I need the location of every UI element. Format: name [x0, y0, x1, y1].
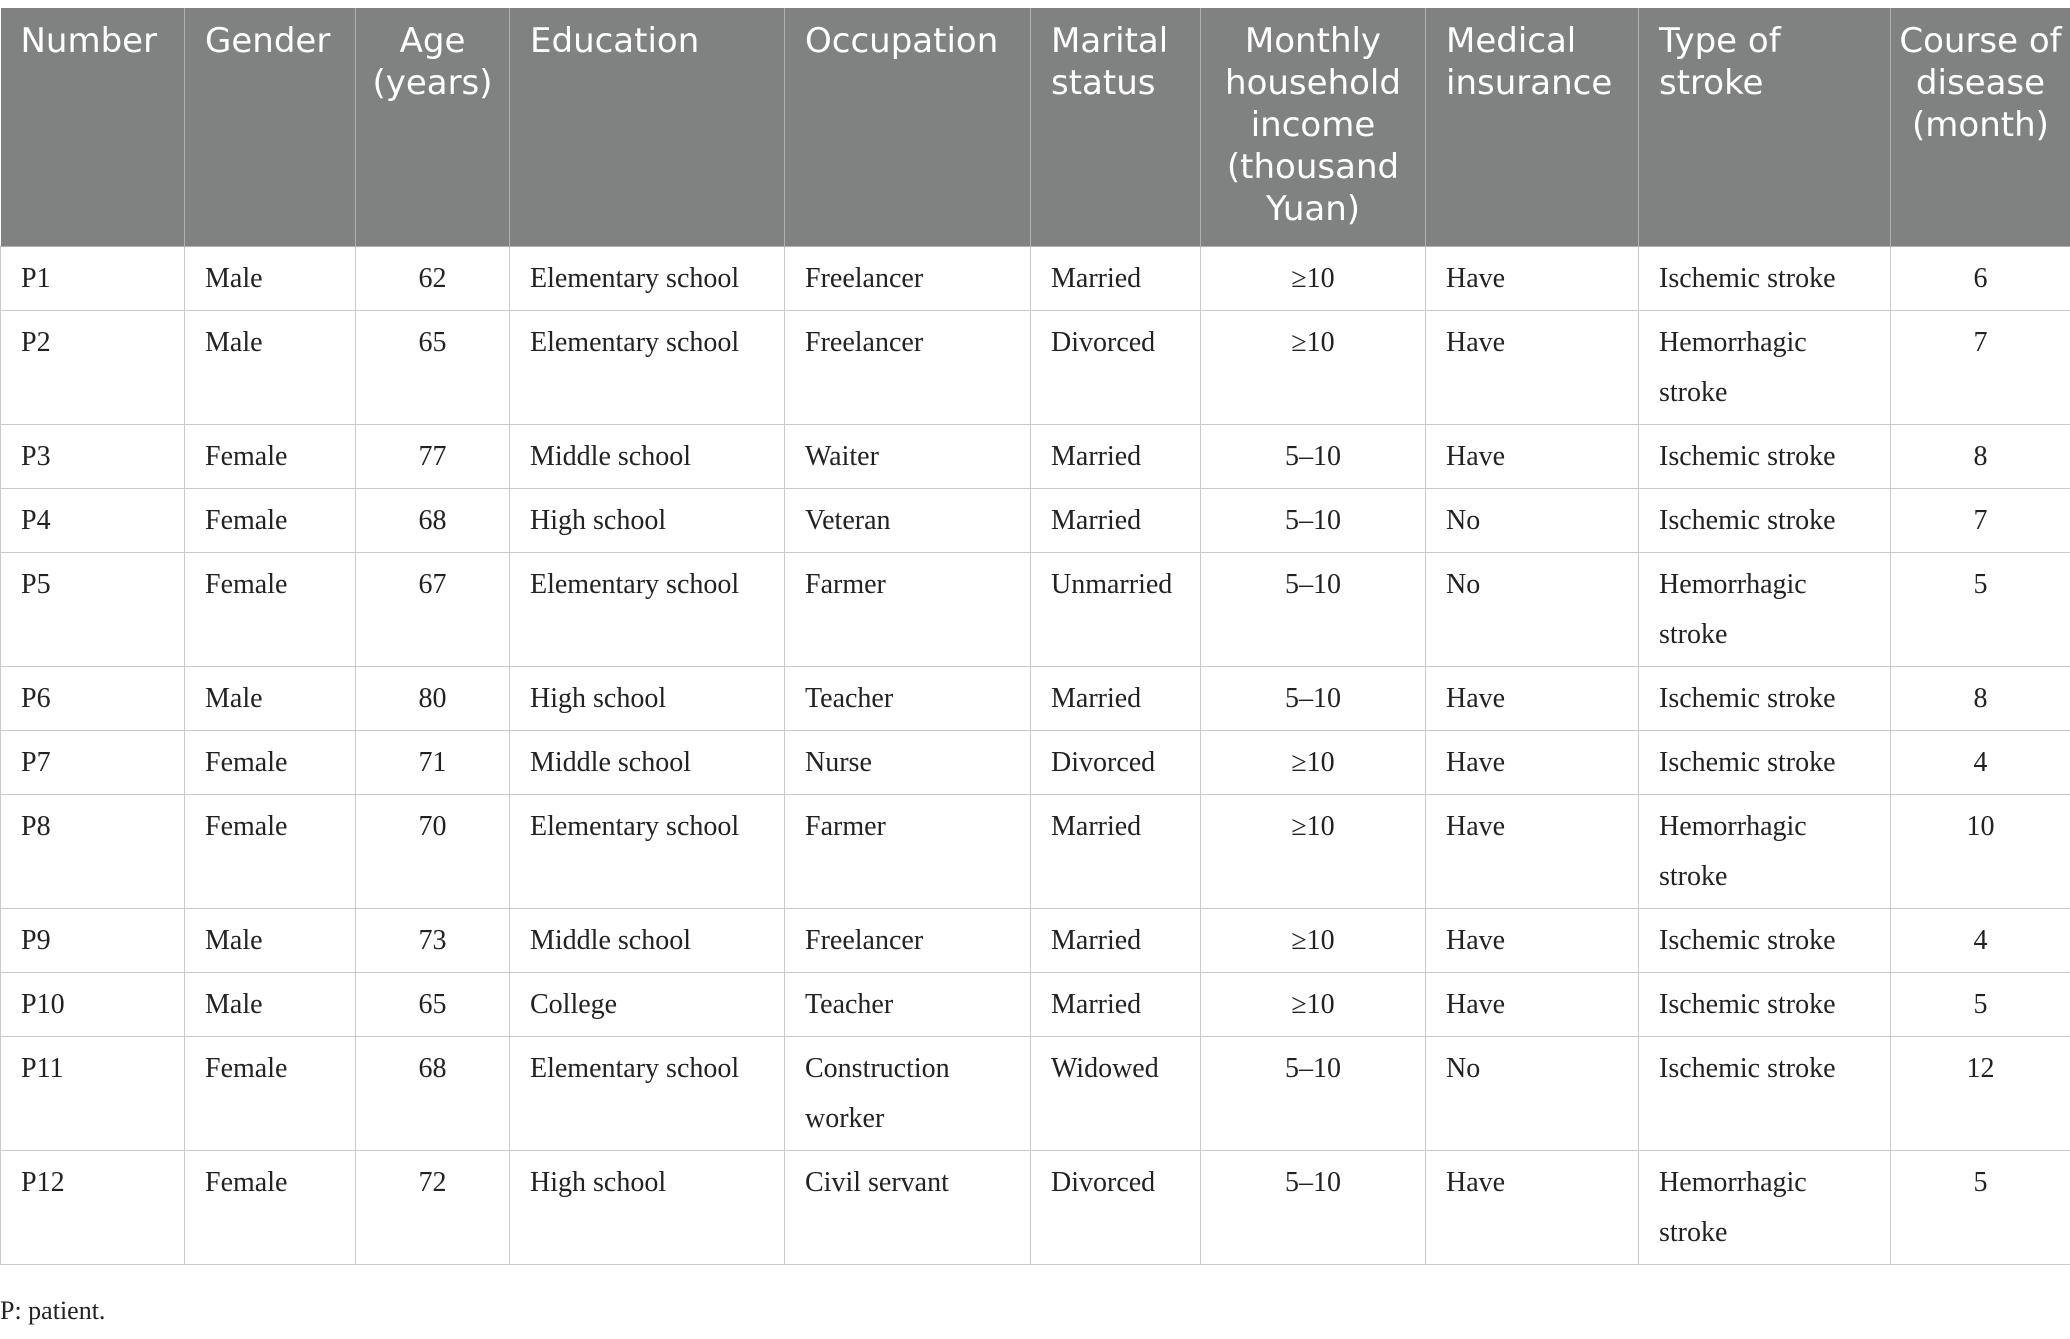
cell-insurance: Have: [1426, 973, 1639, 1037]
cell-gender: Female: [185, 1037, 356, 1151]
cell-occupation: Freelancer: [785, 909, 1031, 973]
cell-stroke-type: Ischemic stroke: [1639, 425, 1891, 489]
cell-income: ≥10: [1201, 731, 1426, 795]
table-row: [1, 553, 2070, 667]
cell-insurance: Have: [1426, 731, 1639, 795]
cell-insurance: Have: [1426, 795, 1639, 909]
cell-income: 5–10: [1201, 667, 1426, 731]
cell-stroke-type: Ischemic stroke: [1639, 247, 1891, 311]
header-medical-insurance: Medical insurance: [1426, 8, 1639, 247]
cell-age: 68: [356, 489, 510, 553]
cell-gender: Female: [185, 1151, 356, 1265]
cell-stroke-type: Hemorrhagic stroke: [1639, 553, 1891, 667]
cell-age: 80: [356, 667, 510, 731]
cell-age: 67: [356, 553, 510, 667]
cell-marital-status: Married: [1031, 973, 1201, 1037]
header-number: Number: [1, 8, 185, 247]
cell-age: 77: [356, 425, 510, 489]
cell-marital-status: Unmarried: [1031, 553, 1201, 667]
table-header-row: [1, 8, 2070, 247]
cell-age: 68: [356, 1037, 510, 1151]
cell-number: P5: [1, 553, 185, 667]
cell-stroke-type: Ischemic stroke: [1639, 973, 1891, 1037]
cell-income: ≥10: [1201, 909, 1426, 973]
cell-occupation: Teacher: [785, 667, 1031, 731]
cell-age: 70: [356, 795, 510, 909]
cell-age: 62: [356, 247, 510, 311]
cell-education: High school: [510, 489, 785, 553]
cell-stroke-type: Ischemic stroke: [1639, 731, 1891, 795]
table-body: [1, 247, 2070, 1265]
header-occupation: Occupation: [785, 8, 1031, 247]
cell-occupation: Farmer: [785, 795, 1031, 909]
cell-gender: Male: [185, 247, 356, 311]
cell-occupation: Freelancer: [785, 247, 1031, 311]
table-row: [1, 425, 2070, 489]
cell-gender: Female: [185, 489, 356, 553]
cell-education: Elementary school: [510, 553, 785, 667]
cell-income: ≥10: [1201, 795, 1426, 909]
cell-age: 72: [356, 1151, 510, 1265]
cell-occupation: Civil servant: [785, 1151, 1031, 1265]
cell-marital-status: Married: [1031, 667, 1201, 731]
cell-age: 71: [356, 731, 510, 795]
header-age: Age (years): [356, 8, 510, 247]
cell-gender: Male: [185, 909, 356, 973]
cell-marital-status: Divorced: [1031, 1151, 1201, 1265]
cell-education: Middle school: [510, 909, 785, 973]
table-row: [1, 667, 2070, 731]
cell-age: 65: [356, 973, 510, 1037]
cell-income: 5–10: [1201, 425, 1426, 489]
cell-gender: Male: [185, 311, 356, 425]
cell-number: P12: [1, 1151, 185, 1265]
cell-number: P1: [1, 247, 185, 311]
cell-insurance: Have: [1426, 425, 1639, 489]
cell-course: 7: [1891, 311, 2070, 425]
cell-stroke-type: Ischemic stroke: [1639, 909, 1891, 973]
table-row: [1, 1037, 2070, 1151]
cell-education: Elementary school: [510, 311, 785, 425]
header-gender: Gender: [185, 8, 356, 247]
cell-occupation: Waiter: [785, 425, 1031, 489]
cell-insurance: No: [1426, 1037, 1639, 1151]
cell-income: 5–10: [1201, 1037, 1426, 1151]
cell-marital-status: Married: [1031, 489, 1201, 553]
cell-occupation: Freelancer: [785, 311, 1031, 425]
cell-age: 65: [356, 311, 510, 425]
cell-marital-status: Married: [1031, 425, 1201, 489]
cell-gender: Female: [185, 795, 356, 909]
cell-education: High school: [510, 1151, 785, 1265]
header-education: Education: [510, 8, 785, 247]
cell-income: ≥10: [1201, 973, 1426, 1037]
header-monthly-income: Monthly household income (thousand Yuan): [1201, 8, 1426, 247]
cell-education: College: [510, 973, 785, 1037]
cell-gender: Male: [185, 973, 356, 1037]
table-row: [1, 1151, 2070, 1265]
table-row: [1, 731, 2070, 795]
cell-education: Middle school: [510, 731, 785, 795]
cell-course: 8: [1891, 667, 2070, 731]
cell-age: 73: [356, 909, 510, 973]
cell-stroke-type: Hemorrhagic stroke: [1639, 795, 1891, 909]
cell-occupation: Nurse: [785, 731, 1031, 795]
header-stroke-type: Type of stroke: [1639, 8, 1891, 247]
cell-gender: Female: [185, 553, 356, 667]
cell-number: P4: [1, 489, 185, 553]
cell-education: Elementary school: [510, 795, 785, 909]
cell-gender: Male: [185, 667, 356, 731]
cell-course: 5: [1891, 1151, 2070, 1265]
table-row: [1, 909, 2070, 973]
cell-course: 7: [1891, 489, 2070, 553]
cell-insurance: Have: [1426, 909, 1639, 973]
cell-stroke-type: Hemorrhagic stroke: [1639, 1151, 1891, 1265]
cell-education: High school: [510, 667, 785, 731]
cell-insurance: No: [1426, 553, 1639, 667]
cell-number: P11: [1, 1037, 185, 1151]
cell-marital-status: Widowed: [1031, 1037, 1201, 1151]
cell-stroke-type: Hemorrhagic stroke: [1639, 311, 1891, 425]
cell-course: 5: [1891, 973, 2070, 1037]
cell-course: 8: [1891, 425, 2070, 489]
cell-occupation: Farmer: [785, 553, 1031, 667]
cell-income: 5–10: [1201, 489, 1426, 553]
cell-income: 5–10: [1201, 1151, 1426, 1265]
cell-gender: Female: [185, 731, 356, 795]
cell-insurance: Have: [1426, 247, 1639, 311]
cell-gender: Female: [185, 425, 356, 489]
cell-number: P10: [1, 973, 185, 1037]
cell-marital-status: Divorced: [1031, 731, 1201, 795]
table-row: [1, 795, 2070, 909]
cell-stroke-type: Ischemic stroke: [1639, 489, 1891, 553]
cell-marital-status: Married: [1031, 795, 1201, 909]
cell-number: P2: [1, 311, 185, 425]
table-footnote: P: patient.: [0, 1296, 106, 1325]
patient-characteristics-table: [0, 8, 2070, 1265]
cell-stroke-type: Ischemic stroke: [1639, 1037, 1891, 1151]
cell-course: 4: [1891, 731, 2070, 795]
cell-course: 5: [1891, 553, 2070, 667]
cell-course: 10: [1891, 795, 2070, 909]
cell-marital-status: Divorced: [1031, 311, 1201, 425]
cell-number: P8: [1, 795, 185, 909]
cell-number: P6: [1, 667, 185, 731]
cell-marital-status: Married: [1031, 247, 1201, 311]
cell-course: 4: [1891, 909, 2070, 973]
cell-number: P3: [1, 425, 185, 489]
cell-stroke-type: Ischemic stroke: [1639, 667, 1891, 731]
cell-number: P7: [1, 731, 185, 795]
cell-education: Elementary school: [510, 1037, 785, 1151]
cell-occupation: Veteran: [785, 489, 1031, 553]
cell-course: 12: [1891, 1037, 2070, 1151]
cell-course: 6: [1891, 247, 2070, 311]
cell-occupation: Construction worker: [785, 1037, 1031, 1151]
cell-marital-status: Married: [1031, 909, 1201, 973]
cell-education: Elementary school: [510, 247, 785, 311]
cell-occupation: Teacher: [785, 973, 1031, 1037]
cell-income: ≥10: [1201, 247, 1426, 311]
cell-income: 5–10: [1201, 553, 1426, 667]
table-row: [1, 311, 2070, 425]
header-course-of-disease: Course of disease (month): [1891, 8, 2070, 247]
cell-insurance: Have: [1426, 667, 1639, 731]
cell-number: P9: [1, 909, 185, 973]
cell-insurance: Have: [1426, 311, 1639, 425]
cell-education: Middle school: [510, 425, 785, 489]
header-marital-status: Marital status: [1031, 8, 1201, 247]
cell-income: ≥10: [1201, 311, 1426, 425]
table-row: [1, 489, 2070, 553]
cell-insurance: Have: [1426, 1151, 1639, 1265]
table-row: [1, 973, 2070, 1037]
cell-insurance: No: [1426, 489, 1639, 553]
table-row: [1, 247, 2070, 311]
